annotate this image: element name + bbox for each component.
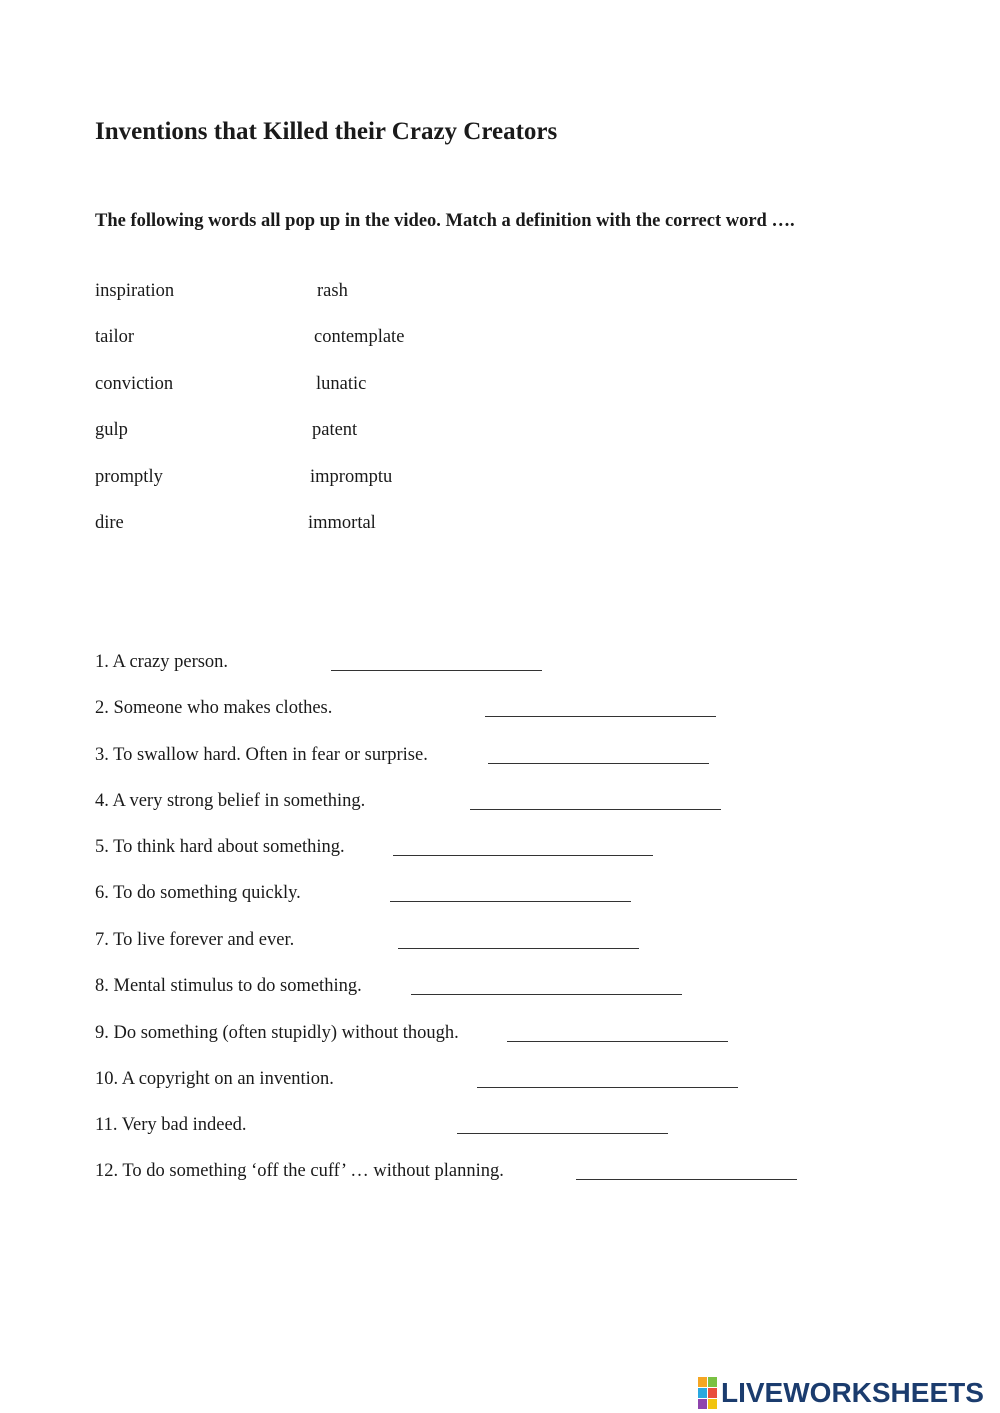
- question-text: 12. To do something ‘off the cuff’ … without planning.: [95, 1161, 504, 1181]
- question-text: 7. To live forever and ever.: [95, 930, 295, 950]
- question-text: 5. To think hard about something.: [95, 837, 345, 857]
- answer-blank[interactable]: [331, 670, 542, 671]
- word-bank-item: promptly: [95, 467, 163, 487]
- logo-blocks-icon: [698, 1377, 717, 1409]
- answer-blank[interactable]: [485, 716, 716, 717]
- word-bank-item: conviction: [95, 374, 174, 394]
- answer-blank[interactable]: [507, 1041, 728, 1042]
- word-bank-item: immortal: [308, 513, 376, 533]
- word-bank-item: impromptu: [310, 467, 393, 487]
- question-text: 9. Do something (often stupidly) without though.: [95, 1023, 459, 1043]
- question-text: 11. Very bad indeed.: [95, 1115, 247, 1135]
- answer-blank[interactable]: [393, 855, 653, 856]
- answer-blank[interactable]: [390, 901, 631, 902]
- word-bank-item: rash: [317, 281, 348, 301]
- question-text: 6. To do something quickly.: [95, 883, 301, 903]
- word-bank-item: dire: [95, 513, 124, 533]
- word-bank-item: contemplate: [314, 327, 405, 347]
- page-title: Inventions that Killed their Crazy Creators: [95, 118, 558, 145]
- word-bank-item: patent: [312, 420, 358, 440]
- question-text: 8. Mental stimulus to do something.: [95, 976, 362, 996]
- liveworksheets-logo: [698, 1376, 984, 1410]
- word-bank-item: inspiration: [95, 281, 175, 301]
- answer-blank[interactable]: [576, 1179, 797, 1180]
- answer-blank[interactable]: [411, 994, 682, 995]
- question-text: 3. To swallow hard. Often in fear or surprise.: [95, 745, 428, 765]
- question-text: 4. A very strong belief in something.: [95, 791, 366, 811]
- question-text: 1. A crazy person.: [95, 652, 229, 672]
- instruction-text: The following words all pop up in the video. Match a definition with the correct word ….: [95, 211, 795, 231]
- word-bank-item: tailor: [95, 327, 135, 347]
- answer-blank[interactable]: [470, 809, 721, 810]
- answer-blank[interactable]: [398, 948, 639, 949]
- answer-blank[interactable]: [488, 763, 709, 764]
- word-bank-item: gulp: [95, 420, 128, 440]
- question-text: 2. Someone who makes clothes.: [95, 698, 333, 718]
- answer-blank[interactable]: [477, 1087, 738, 1088]
- logo-text: LIVEWORKSHEETS: [721, 1377, 984, 1408]
- word-bank-item: lunatic: [316, 374, 367, 394]
- question-text: 10. A copyright on an invention.: [95, 1069, 334, 1089]
- answer-blank[interactable]: [457, 1133, 668, 1134]
